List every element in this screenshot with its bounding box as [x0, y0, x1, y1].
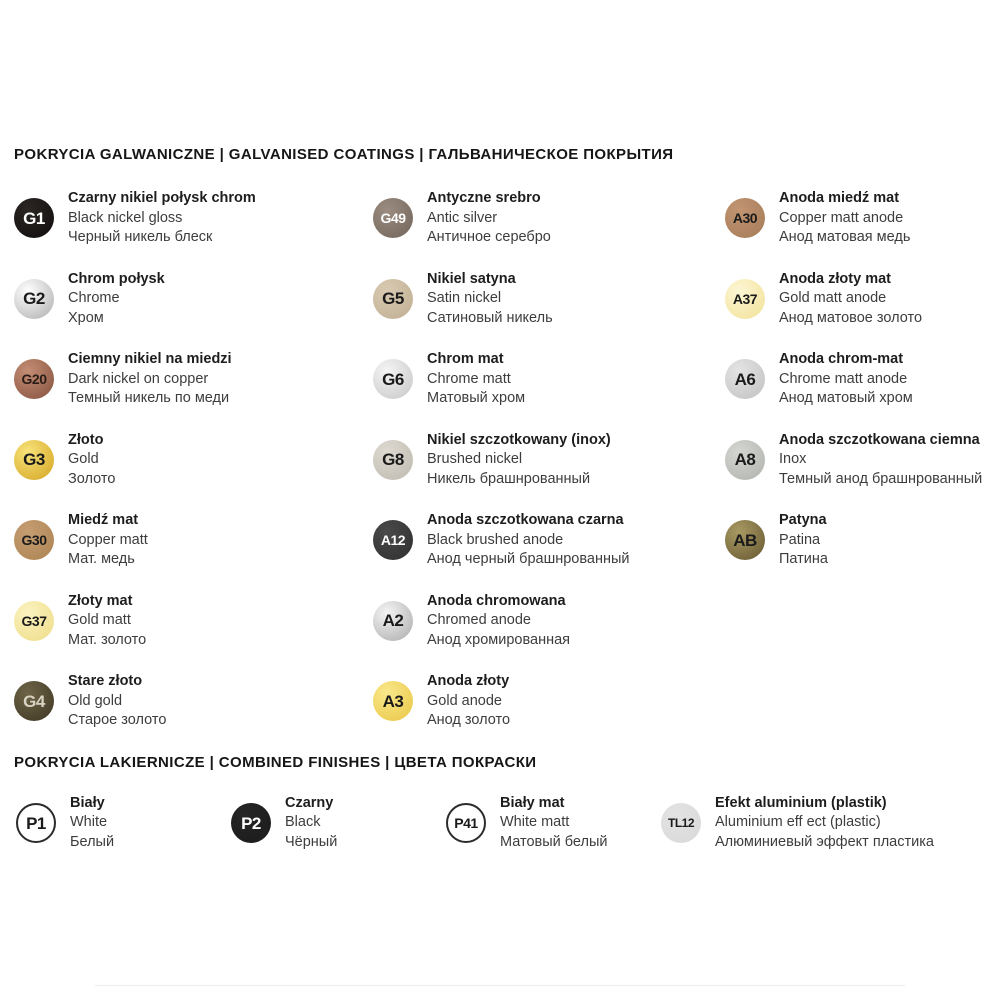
finish-name-en: Chrome matt anode: [779, 370, 908, 387]
finish-item-g20: [14, 339, 373, 420]
finish-name-ru: Сатиновый никель: [427, 309, 553, 326]
finish-item-g4: [14, 661, 373, 742]
finish-name-ru: Анод хромированная: [427, 631, 571, 648]
finish-name-pl: Nikiel satyna: [427, 270, 516, 287]
finish-item-p41: [446, 790, 661, 856]
finish-item-g2: [14, 259, 373, 340]
finish-item-a2: [373, 581, 725, 662]
finish-name-pl: Patyna: [779, 512, 827, 528]
finish-item-g6: [373, 339, 725, 420]
finish-labels: [427, 672, 510, 731]
finish-name-ru: Анод матовый хром: [779, 390, 913, 406]
finish-labels: [427, 431, 611, 490]
finish-name-pl: Czarny: [285, 794, 334, 811]
finish-name-pl: Stare złoto: [68, 673, 143, 689]
bottom-divider: [95, 985, 905, 986]
color-swatch-a30: A30: [725, 198, 765, 238]
finish-item-a12: [373, 500, 725, 581]
finish-name-pl: Biały: [70, 794, 105, 811]
finish-name-ru: Никель брашнрованный: [427, 470, 591, 487]
finish-name-en: Old gold: [68, 692, 123, 709]
color-swatch-g4: G4: [14, 681, 54, 721]
finish-name-pl: Czarny nikiel połysk chrom: [68, 190, 256, 206]
finish-labels: [68, 511, 148, 570]
color-swatch-ab: AB: [725, 520, 765, 560]
finish-name-en: Copper matt: [68, 531, 148, 548]
finish-name-en: Dark nickel on copper: [68, 370, 209, 387]
finish-labels: [68, 270, 165, 329]
galvanic-coatings-title: POKRYCIA GALWANICZNE | GALVANISED COATINGS | ГАЛЬВАНИЧЕСКОЕ ПОКРЫТИЯ: [14, 146, 674, 163]
finish-name-ru: Анод матовое золото: [779, 309, 923, 326]
finish-item-ab: [725, 500, 992, 581]
color-swatch-g49: G49: [373, 198, 413, 238]
finish-labels: [779, 270, 922, 329]
color-swatch-g1: G1: [14, 198, 54, 238]
finish-name-pl: Anoda szczotkowana czarna: [427, 512, 624, 528]
finish-item-g8: [373, 420, 725, 501]
galvanic-coatings-grid: [14, 178, 992, 742]
finish-name-en: Antic silver: [427, 209, 498, 226]
finish-name-pl: Anoda złoty: [427, 673, 510, 689]
finish-labels: [68, 350, 232, 409]
finish-item-g30: [14, 500, 373, 581]
finish-name-en: Aluminium eff ect (plastic): [715, 814, 881, 831]
finish-item-a6: [725, 339, 992, 420]
finish-name-pl: Złoto: [68, 431, 104, 448]
finish-name-pl: Antyczne srebro: [427, 190, 541, 206]
finish-name-en: Black nickel gloss: [68, 209, 183, 226]
finish-labels: [68, 431, 115, 490]
finish-name-ru: Старое золото: [68, 712, 167, 728]
paint-finishes-title: POKRYCIA LAKIERNICZE | COMBINED FINISHES | ЦВЕТА ПОКРАСКИ: [14, 754, 537, 771]
color-swatch-g20: G20: [14, 359, 54, 399]
finish-labels: [68, 189, 256, 248]
finish-labels: [68, 672, 166, 731]
finish-item-g3: [14, 420, 373, 501]
finish-name-pl: Anoda miedź mat: [779, 190, 900, 206]
color-swatch-a8: A8: [725, 440, 765, 480]
finish-name-en: Chrome matt: [427, 370, 511, 387]
finish-name-ru: Темный никель по меди: [68, 390, 230, 406]
color-swatch-tl12: TL12: [661, 803, 701, 843]
color-swatch-a6: A6: [725, 359, 765, 399]
finish-item-tl12: [661, 790, 992, 856]
finish-labels: [427, 189, 551, 248]
color-swatch-g8: G8: [373, 440, 413, 480]
finish-name-en: Black: [285, 814, 321, 831]
finish-name-ru: Анод матовая медь: [779, 229, 911, 245]
finish-name-en: Inox: [779, 451, 807, 467]
finish-name-pl: Nikiel szczotkowany (inox): [427, 431, 611, 448]
finish-name-ru: Белый: [70, 833, 115, 850]
finish-name-en: Brushed nickel: [427, 451, 523, 467]
color-swatch-a2: A2: [373, 601, 413, 641]
finish-labels: [70, 794, 114, 853]
finish-name-en: Patina: [779, 531, 821, 548]
color-swatch-a3: A3: [373, 681, 413, 721]
finish-name-ru: Матовый хром: [427, 390, 526, 406]
finish-item-g49: [373, 178, 725, 259]
finish-labels: [427, 270, 553, 329]
finish-name-en: Gold matt anode: [779, 290, 887, 306]
finish-name-pl: Chrom mat: [427, 351, 504, 367]
finish-name-ru: Черный никель блеск: [68, 229, 213, 245]
finish-name-en: White matt: [500, 814, 570, 831]
finish-name-ru: Чёрный: [285, 833, 338, 850]
finish-labels: [715, 794, 934, 853]
finish-name-ru: Мат. золото: [68, 631, 147, 648]
finish-item-a8: [725, 420, 992, 501]
finish-name-en: Copper matt anode: [779, 209, 904, 226]
finish-name-en: Gold: [68, 451, 99, 467]
finish-name-en: Black brushed anode: [427, 531, 564, 548]
finish-name-en: Satin nickel: [427, 290, 502, 306]
finish-name-ru: Анод черный брашнрованный: [427, 551, 630, 567]
finish-name-en: Gold matt: [68, 612, 131, 628]
color-swatch-g37: G37: [14, 601, 54, 641]
finish-labels: [285, 794, 337, 853]
finish-name-ru: Античное серебро: [427, 229, 551, 245]
color-swatch-p2: P2: [231, 803, 271, 843]
finish-labels: [779, 511, 828, 570]
color-swatch-g5: G5: [373, 279, 413, 319]
finish-name-pl: Miedź mat: [68, 512, 139, 528]
finish-name-ru: Хром: [68, 309, 104, 326]
finish-name-pl: Anoda chrom-mat: [779, 351, 904, 367]
finish-name-ru: Матовый белый: [500, 833, 608, 850]
finish-item-a37: [725, 259, 992, 340]
color-swatch-p41: P41: [446, 803, 486, 843]
finish-name-pl: Anoda złoty mat: [779, 270, 891, 287]
color-swatch-a37: A37: [725, 279, 765, 319]
finish-name-ru: Анод золото: [427, 712, 511, 728]
finish-labels: [500, 794, 608, 853]
finish-name-ru: Алюминиевый эффект пластика: [715, 833, 934, 850]
finish-name-pl: Anoda chromowana: [427, 592, 566, 609]
finish-labels: [779, 189, 910, 248]
color-swatch-p1: P1: [16, 803, 56, 843]
paint-finishes-grid: [16, 790, 992, 856]
finish-item-p2: [231, 790, 446, 856]
color-swatch-g2: G2: [14, 279, 54, 319]
finish-item-g37: [14, 581, 373, 662]
color-swatch-g6: G6: [373, 359, 413, 399]
color-swatch-g3: G3: [14, 440, 54, 480]
finish-name-pl: Chrom połysk: [68, 270, 165, 287]
finish-name-en: White: [70, 814, 108, 831]
finish-name-ru: Темный анод брашнрованный: [779, 470, 983, 487]
finish-item-a30: [725, 178, 992, 259]
color-swatch-a12: A12: [373, 520, 413, 560]
finish-name-pl: Biały mat: [500, 794, 565, 811]
finish-name-ru: Мат. медь: [68, 551, 135, 567]
finish-labels: [427, 350, 525, 409]
finish-name-en: Chromed anode: [427, 612, 531, 628]
finish-name-pl: Efekt aluminium (plastik): [715, 794, 887, 811]
finish-labels: [68, 592, 146, 651]
finish-name-ru: Золото: [68, 470, 116, 487]
finish-labels: [427, 511, 630, 570]
finish-labels: [779, 350, 913, 409]
finish-name-pl: Ciemny nikiel na miedzi: [68, 351, 232, 367]
finish-labels: [427, 592, 570, 651]
color-swatch-g30: G30: [14, 520, 54, 560]
finish-name-en: Chrome: [68, 290, 120, 306]
finish-name-pl: Anoda szczotkowana ciemna: [779, 431, 980, 448]
finish-item-g1: [14, 178, 373, 259]
finish-name-ru: Патина: [779, 551, 828, 567]
finish-item-g5: [373, 259, 725, 340]
finish-name-pl: Złoty mat: [68, 592, 133, 609]
finish-item-a3: [373, 661, 725, 742]
finish-name-en: Gold anode: [427, 692, 502, 709]
finish-item-p1: [16, 790, 231, 856]
finish-labels: [779, 431, 982, 490]
